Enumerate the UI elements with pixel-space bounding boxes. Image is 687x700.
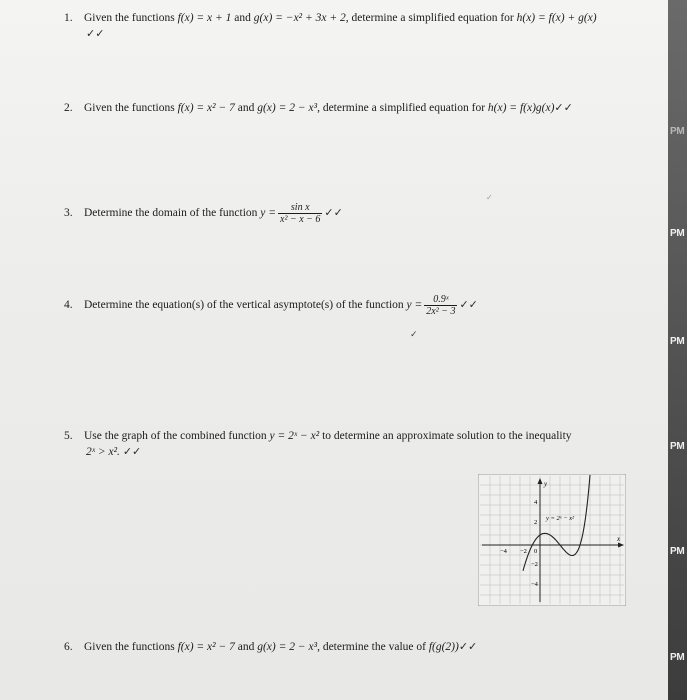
side-time-label: PM [670, 546, 685, 557]
question-3 [64, 202, 343, 225]
y-equals: y = [406, 299, 423, 312]
g-definition: g(x) = 2 − x³ [257, 641, 318, 653]
y-tick-label: −2 [531, 561, 538, 568]
checkmarks: ✓✓ [458, 640, 478, 653]
side-time-label: PM [670, 336, 685, 347]
side-time-label: PM [670, 441, 685, 452]
fraction [424, 294, 457, 317]
question-4 [64, 294, 478, 317]
question-text: Given the functions [84, 12, 178, 24]
checkmarks: ✓✓ [459, 298, 478, 312]
y-equals: y = [260, 207, 277, 220]
question-text: and [231, 12, 254, 24]
question-number: 5. [64, 430, 73, 442]
fraction-denominator: x² − x − 6 [280, 214, 321, 225]
question-text: , determine a simplified equation for [317, 102, 488, 114]
x-tick-label: −4 [500, 548, 507, 555]
question-text: to determine an approximate solution to the inequality [319, 430, 572, 442]
fraction [278, 202, 322, 225]
curve-label: y = 2ˣ − x² [546, 515, 575, 522]
g-definition: g(x) = −x² + 3x + 2 [253, 12, 346, 24]
question-2 [64, 101, 573, 114]
f-definition: f(x) = x² − 7 [177, 102, 235, 114]
x-tick-label: −2 [520, 548, 527, 555]
checkmarks: ✓✓ [122, 445, 142, 458]
question-5 [64, 430, 572, 442]
question-number: 3. [64, 207, 73, 220]
y-tick-label: −4 [531, 581, 538, 588]
background-window-strip [668, 0, 687, 700]
question-text: and [234, 641, 258, 653]
question-text: , determine the value of [317, 641, 429, 653]
fraction-numerator: sin x [278, 202, 322, 214]
question-text: , determine a simplified equation for [345, 12, 517, 24]
question-number: 4. [64, 299, 73, 312]
question-1 [64, 12, 597, 24]
y-axis-label: y [544, 480, 548, 488]
question-number: 1. [64, 12, 73, 24]
question-5-line-2 [86, 445, 141, 458]
x-tick-label: 0 [534, 548, 538, 555]
question-text: Determine the equation(s) of the vertical asymptote(s) of the function [84, 299, 407, 312]
f-definition: f(x) = x + 1 [177, 12, 232, 24]
question-6 [64, 640, 477, 653]
question-text: Given the functions [84, 641, 178, 653]
side-time-label: PM [670, 126, 685, 137]
f-definition: f(x) = x² − 7 [177, 641, 235, 653]
stray-checkmark: ✓ [410, 330, 418, 340]
y-tick-label: 2 [534, 519, 538, 526]
x-axis-label: x [617, 535, 621, 543]
combined-function: y = 2ˣ − x² [269, 430, 320, 442]
fraction-denominator: 2x² − 3 [426, 306, 456, 317]
side-time-label: PM [670, 228, 685, 239]
g-definition: g(x) = 2 − x³ [257, 102, 318, 114]
h-definition: h(x) = f(x) + g(x) [516, 12, 597, 24]
composite-expression: f(g(2)) [428, 641, 459, 653]
checkmarks: ✓✓ [554, 101, 573, 114]
inequality: 2ˣ > x². [86, 446, 120, 458]
fraction-numerator: 0.9ˣ [424, 294, 457, 306]
question-text: and [234, 102, 258, 114]
side-time-label: PM [670, 652, 685, 663]
y-tick-label: 4 [534, 499, 538, 506]
checkmarks: ✓✓ [324, 206, 343, 220]
checkmarks: ✓✓ [86, 27, 105, 40]
question-text: Given the functions [84, 102, 178, 114]
question-text: Determine the domain of the function [84, 207, 261, 220]
h-definition: h(x) = f(x)g(x) [487, 102, 555, 114]
question-text: Use the graph of the combined function [84, 430, 270, 442]
question-number: 6. [64, 641, 73, 653]
stray-checkmark: ✓ [486, 193, 493, 202]
function-graph [478, 474, 626, 606]
question-number: 2. [64, 102, 73, 114]
